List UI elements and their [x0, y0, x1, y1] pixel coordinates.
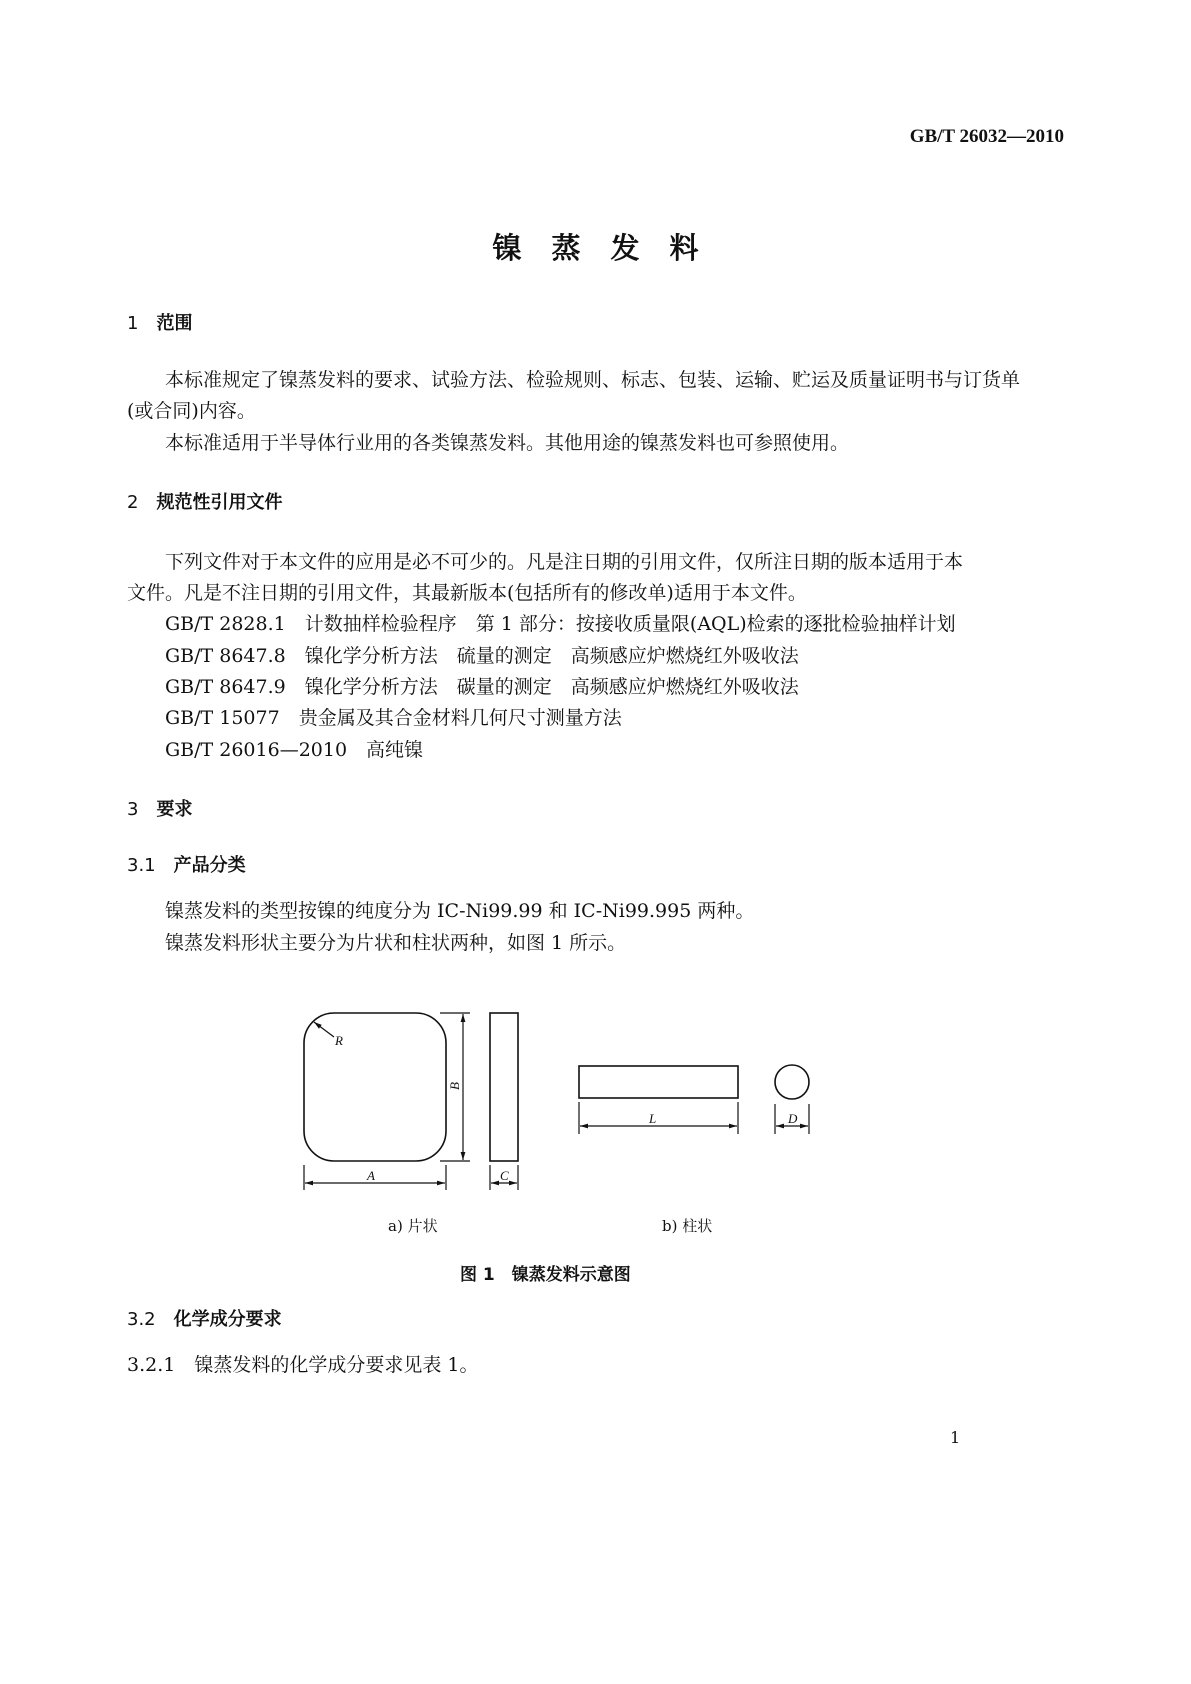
figure-title: 图 1 镍蒸发料示意图 [460, 1265, 631, 1285]
sheet-shape [304, 1013, 446, 1161]
scope-paragraph-1-cont: (或合同)内容。 [127, 400, 256, 422]
figure-caption-b: b) 柱状 [662, 1217, 713, 1235]
section-2-number: 2 [127, 492, 139, 513]
reference-item: GB/T 8647.8 镍化学分析方法 硫量的测定 高频感应炉燃烧红外吸收法 [165, 645, 799, 667]
classification-paragraph-1: 镍蒸发料的类型按镍的纯度分为 IC-Ni99.99 和 IC-Ni99.995 两种。 [165, 900, 755, 922]
section-3-2-heading [127, 1305, 282, 1331]
page-number: 1 [950, 1428, 961, 1447]
scope-paragraph-1: 本标准规定了镍蒸发料的要求、试验方法、检验规则、标志、包装、运输、贮运及质量证明书与订货单 [165, 369, 1021, 391]
document-title: 镍蒸发料 [492, 231, 729, 265]
label-C: C [500, 1168, 509, 1183]
section-3-title: 要求 [156, 799, 193, 820]
scope-paragraph-2: 本标准适用于半导体行业用的各类镍蒸发料。其他用途的镍蒸发料也可参照使用。 [165, 432, 850, 454]
section-3-1-title: 产品分类 [173, 855, 246, 876]
label-L: L [649, 1111, 657, 1126]
references-intro: 下列文件对于本文件的应用是必不可少的。凡是注日期的引用文件，仅所注日期的版本适用于本 [165, 551, 964, 573]
reference-item: GB/T 15077 贵金属及其合金材料几何尺寸测量方法 [165, 707, 622, 729]
section-2-title: 规范性引用文件 [156, 492, 283, 513]
figure-caption-a: a) 片状 [388, 1217, 438, 1235]
radius-leader [314, 1022, 334, 1037]
section-1-title: 范围 [156, 313, 193, 334]
rod-side-view [579, 1066, 738, 1098]
clause-3-2-1: 3.2.1 镍蒸发料的化学成分要求见表 1。 [127, 1354, 479, 1376]
reference-item: GB/T 26016—2010 高纯镍 [165, 739, 424, 761]
sheet-side-view [490, 1013, 518, 1161]
classification-paragraph-2: 镍蒸发料形状主要分为片状和柱状两种，如图 1 所示。 [165, 932, 627, 954]
label-B: B [447, 1082, 462, 1090]
label-A: A [367, 1168, 375, 1183]
rod-end-view [775, 1065, 809, 1099]
section-3-2-number: 3.2 [127, 1309, 156, 1330]
section-3-1-number: 3.1 [127, 855, 156, 876]
section-3-number: 3 [127, 799, 139, 820]
label-R: R [335, 1033, 343, 1048]
reference-item: GB/T 8647.9 镍化学分析方法 碳量的测定 高频感应炉燃烧红外吸收法 [165, 676, 799, 698]
standard-number: GB/T 26032—2010 [909, 126, 1064, 147]
label-D: D [788, 1111, 798, 1126]
section-3-2-title: 化学成分要求 [173, 1309, 282, 1330]
references-intro-cont: 文件。凡是不注日期的引用文件，其最新版本(包括所有的修改单)适用于本文件。 [127, 582, 807, 604]
section-1-number: 1 [127, 313, 139, 334]
reference-item: GB/T 2828.1 计数抽样检验程序 第 1 部分：按接收质量限(AQL)检索的逐批检验抽样计划 [165, 613, 956, 635]
